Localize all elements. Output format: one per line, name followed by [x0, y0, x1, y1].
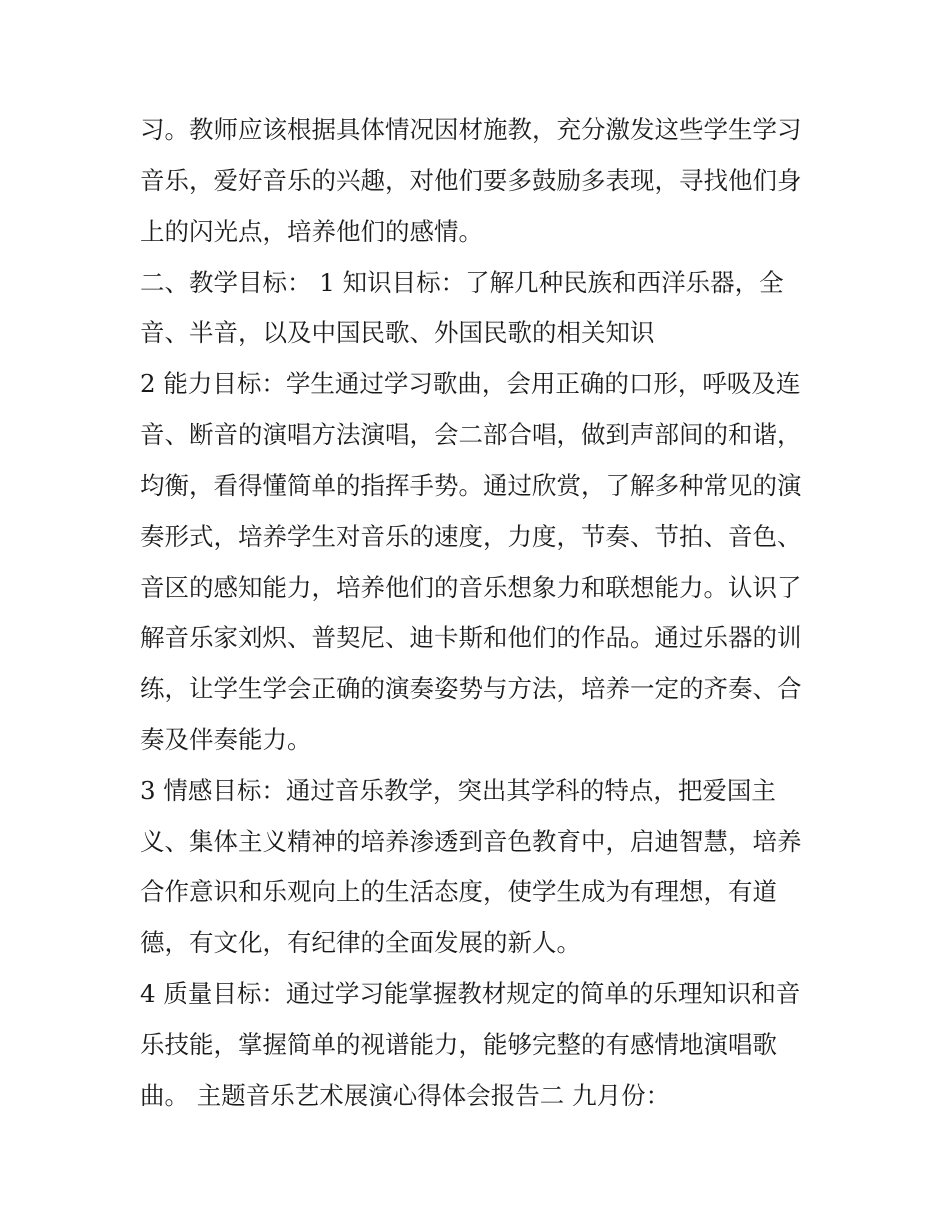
text-line: 音、半音，以及中国民歌、外国民歌的相关知识 [140, 318, 655, 347]
text-line: 音乐，爱好音乐的兴趣，对他们要多鼓励多表现，寻找他们身 [140, 166, 802, 195]
text-line: 上的闪光点，培养他们的感情。 [140, 217, 483, 246]
text-line: 音、断音的演唱方法演唱，会二部合唱，做到声部间的和谐， [140, 420, 802, 449]
text-line: 德，有文化，有纪律的全面发展的新人。 [140, 928, 581, 957]
text-line: 音区的感知能力，培养他们的音乐想象力和联想能力。认识了 [140, 573, 802, 602]
text-line: 奏及伴奏能力。 [140, 725, 312, 754]
text-line: 习。教师应该根据具体情况因材施教，充分激发这些学生学习 [140, 115, 802, 144]
text-line: 义、集体主义精神的培养渗透到音色教育中，启迪智慧，培养 [140, 827, 802, 856]
text-line: 奏形式，培养学生对音乐的速度，力度，节奏、节拍、音色、 [140, 522, 802, 551]
text-line: 曲。 主题音乐艺术展演心得体会报告二 九月份： [140, 1081, 671, 1110]
text-line: 3 情感目标：通过音乐教学，突出其学科的特点，把爱国主 [140, 776, 776, 805]
text-line: 均衡，看得懂简单的指挥手势。通过欣赏，了解多种常见的演 [140, 471, 802, 500]
text-line: 合作意识和乐观向上的生活态度，使学生成为有理想，有道 [140, 877, 777, 906]
text-line: 二、教学目标： 1 知识目标：了解几种民族和西洋乐器，全 [140, 268, 784, 297]
text-line: 乐技能，掌握简单的视谱能力，能够完整的有感情地演唱歌 [140, 1030, 777, 1059]
text-line: 解音乐家刘炽、普契尼、迪卡斯和他们的作品。通过乐器的训 [140, 623, 802, 652]
text-line: 4 质量目标：通过学习能掌握教材规定的简单的乐理知识和音 [140, 979, 801, 1008]
text-line: 2 能力目标：学生通过学习歌曲，会用正确的口形，呼吸及连 [140, 369, 801, 398]
text-line: 练，让学生学会正确的演奏姿势与方法，培养一定的齐奏、合 [140, 674, 802, 703]
